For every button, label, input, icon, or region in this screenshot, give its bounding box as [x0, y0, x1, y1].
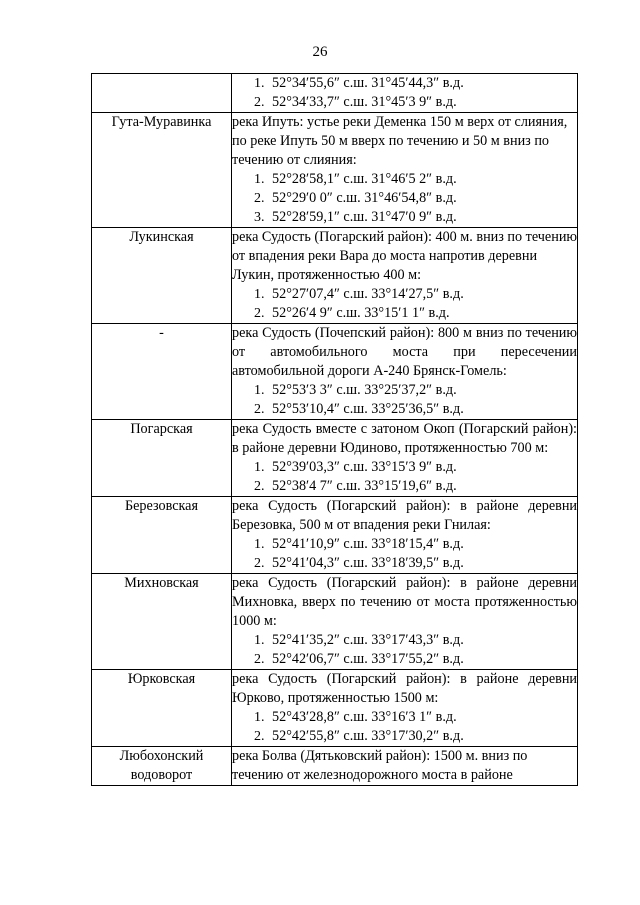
- area-description: река Судость (Погарский район): в районе деревни Михновка, вверх по течению от моста протяженностью 1000 м:: [232, 575, 577, 629]
- area-name: Березовская: [124, 498, 199, 514]
- coordinates-list: [232, 708, 577, 746]
- table-row: [92, 574, 578, 670]
- table-row: [92, 74, 578, 113]
- area-description: река Судость (Почепский район): 800 м вниз по течению от автомобильного моста при пересечении автомобильной дороги А-240 Брянск-Гомель:: [232, 325, 577, 379]
- area-description: река Болва (Дятьковский район): 1500 м. вниз по течению от железнодорожного моста в районе: [232, 748, 528, 783]
- coordinate-item: 1. 52°41′10,9″ с.ш. 33°18′15,4″ в.д.: [268, 535, 577, 554]
- table-row: [92, 497, 578, 574]
- area-name: Лукинская: [129, 229, 194, 245]
- area-name: Юрковская: [127, 671, 196, 687]
- coordinates-list: [232, 170, 577, 227]
- coordinate-item: 2. 52°53′10,4″ с.ш. 33°25′36,5″ в.д.: [268, 400, 577, 419]
- area-description-cell: [232, 74, 578, 113]
- area-name-cell: [92, 670, 232, 747]
- coordinates-list: [232, 381, 577, 419]
- coordinates-list: [232, 458, 577, 496]
- area-name-cell: [92, 228, 232, 324]
- area-description: река Судость (Погарский район): в районе деревни Березовка, 500 м от впадения реки Гнилая:: [232, 498, 577, 533]
- coordinate-item: 2. 52°42′06,7″ с.ш. 33°17′55,2″ в.д.: [268, 650, 577, 669]
- coordinate-item: 1. 52°43′28,8″ с.ш. 33°16′3 1″ в.д.: [268, 708, 577, 727]
- coordinate-item: 2. 52°29′0 0″ с.ш. 31°46′54,8″ в.д.: [268, 189, 577, 208]
- area-description: река Судость вместе с затоном Окоп (Погарский район): в районе деревни Юдиново, протяженностью 700 м:: [232, 421, 577, 456]
- area-name-cell: [92, 420, 232, 497]
- coordinate-item: 2. 52°42′55,8″ с.ш. 33°17′30,2″ в.д.: [268, 727, 577, 746]
- coordinate-item: 1. 52°41′35,2″ с.ш. 33°17′43,3″ в.д.: [268, 631, 577, 650]
- area-name: -: [159, 325, 164, 341]
- area-description-cell: [232, 574, 578, 670]
- area-name-cell: [92, 497, 232, 574]
- coordinates-list: [232, 74, 577, 112]
- table-row: [92, 420, 578, 497]
- coordinate-item: 1. 52°53′3 3″ с.ш. 33°25′37,2″ в.д.: [268, 381, 577, 400]
- area-name-cell: [92, 574, 232, 670]
- area-description: река Судость (Погарский район): 400 м. вниз по течению от впадения реки Вара до моста напротив деревни Лукин, протяженностью 400 м:: [232, 229, 578, 283]
- table-row: [92, 747, 578, 786]
- coordinate-item: 2. 52°41′04,3″ с.ш. 33°18′39,5″ в.д.: [268, 554, 577, 573]
- coordinate-item: 1. 52°34′55,6″ с.ш. 31°45′44,3″ в.д.: [268, 74, 577, 93]
- area-description-cell: [232, 113, 578, 228]
- coordinate-item: 1. 52°27′07,4″ с.ш. 33°14′27,5″ в.д.: [268, 285, 577, 304]
- area-description-cell: [232, 670, 578, 747]
- coordinates-list: [232, 631, 577, 669]
- area-name: Любохонский водоворот: [119, 748, 204, 783]
- coordinate-item: 2. 52°38′4 7″ с.ш. 33°15′19,6″ в.д.: [268, 477, 577, 496]
- area-name-cell: [92, 113, 232, 228]
- fishing-areas-table: [91, 73, 578, 786]
- area-name-cell: [92, 747, 232, 786]
- area-description-cell: [232, 420, 578, 497]
- area-description-cell: [232, 497, 578, 574]
- area-description: река Ипуть: устье реки Деменка 150 м верх от слияния, по реке Ипуть 50 м вверх по течению и 50 м вниз по течению от слияния:: [232, 114, 568, 168]
- coordinate-item: 3. 52°28′59,1″ с.ш. 31°47′0 9″ в.д.: [268, 208, 577, 227]
- table-row: [92, 324, 578, 420]
- coordinates-list: [232, 285, 577, 323]
- coordinates-list: [232, 535, 577, 573]
- area-description-cell: [232, 747, 578, 786]
- table-body: [92, 74, 578, 786]
- area-name: Погарская: [130, 421, 193, 437]
- coordinate-item: 1. 52°28′58,1″ с.ш. 31°46′5 2″ в.д.: [268, 170, 577, 189]
- page-number: 26: [312, 44, 328, 60]
- table-row: [92, 670, 578, 747]
- table-row: [92, 113, 578, 228]
- area-name: Михновская: [124, 575, 199, 591]
- area-name: Гута-Муравинка: [111, 114, 212, 130]
- area-name-cell: [92, 324, 232, 420]
- coordinate-item: 2. 52°26′4 9″ с.ш. 33°15′1 1″ в.д.: [268, 304, 577, 323]
- area-name-cell: [92, 74, 232, 113]
- table-row: [92, 228, 578, 324]
- coordinate-item: 2. 52°34′33,7″ с.ш. 31°45′3 9″ в.д.: [268, 93, 577, 112]
- coordinate-item: 1. 52°39′03,3″ с.ш. 33°15′3 9″ в.д.: [268, 458, 577, 477]
- area-description-cell: [232, 228, 578, 324]
- area-description-cell: [232, 324, 578, 420]
- area-description: река Судость (Погарский район): в районе деревни Юрково, протяженностью 1500 м:: [232, 671, 577, 706]
